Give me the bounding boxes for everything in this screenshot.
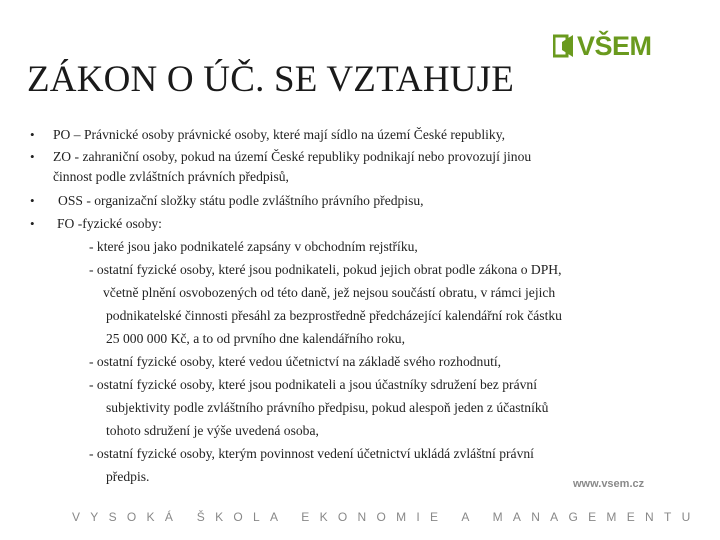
sub-item: - které jsou jako podnikatelé zapsány v obchodním rejstříku, [89,239,418,254]
list-item-po: PO – Právnické osoby právnické osoby, které mají sídlo na území České republiky, [53,127,506,142]
school-name: VYSOKÁ ŠKOLA EKONOMIE A MANAGEMENTU [72,510,701,524]
list-item-zo-cont: činnost podle zvláštních právních předpisů, [53,169,289,184]
sub-item-cont: předpis. [106,469,150,484]
page-title: ZÁKON O ÚČ. SE VZTAHUJE [27,59,515,100]
sub-item: - ostatní fyzické osoby, které vedou účetnictví na základě svého rozhodnutí, [89,354,502,369]
list-item-zo: ZO - zahraniční osoby, pokud na území České republiky podnikají nebo provozují jinou [53,149,532,164]
list-item-fo: FO -fyzické osoby: [57,216,162,231]
sub-item-cont: tohoto sdružení je výše uvedená osoba, [106,423,319,438]
bullet-marker: • [30,127,35,142]
sub-item-cont: včetně plnění osvobozených od této daně, jež nejsou součástí obratu, v rámci jejich [103,285,556,300]
sub-item: - ostatní fyzické osoby, které jsou podnikateli a jsou účastníky sdružení bez právní [89,377,537,392]
sub-item-cont: podnikatelské činnosti přesáhl za bezprostředně předcházející kalendářní rok částku [106,308,562,323]
bullet-marker: • [30,193,35,208]
logo-text: VŠEM [577,30,652,61]
list-item-oss: OSS - organizační složky státu podle zvláštního právního předpisu, [58,193,424,208]
sub-item-cont: subjektivity podle zvláštního právního předpisu, pokud alespoň jeden z účastníků [106,400,549,415]
sub-item-cont: 25 000 000 Kč, a to od prvního dne kalendářního roku, [106,331,406,346]
sub-item: - ostatní fyzické osoby, kterým povinnost vedení účetnictví ukládá zvláštní právní [89,446,534,461]
bullet-marker: • [30,216,35,231]
website-url: www.vsem.cz [573,478,645,490]
bullet-marker: • [30,149,35,164]
vsem-logo [553,30,652,62]
sub-item: - ostatní fyzické osoby, které jsou podnikateli, pokud jejich obrat podle zákona o DPH, [89,262,562,277]
vsem-logo-mark-icon [553,33,575,59]
